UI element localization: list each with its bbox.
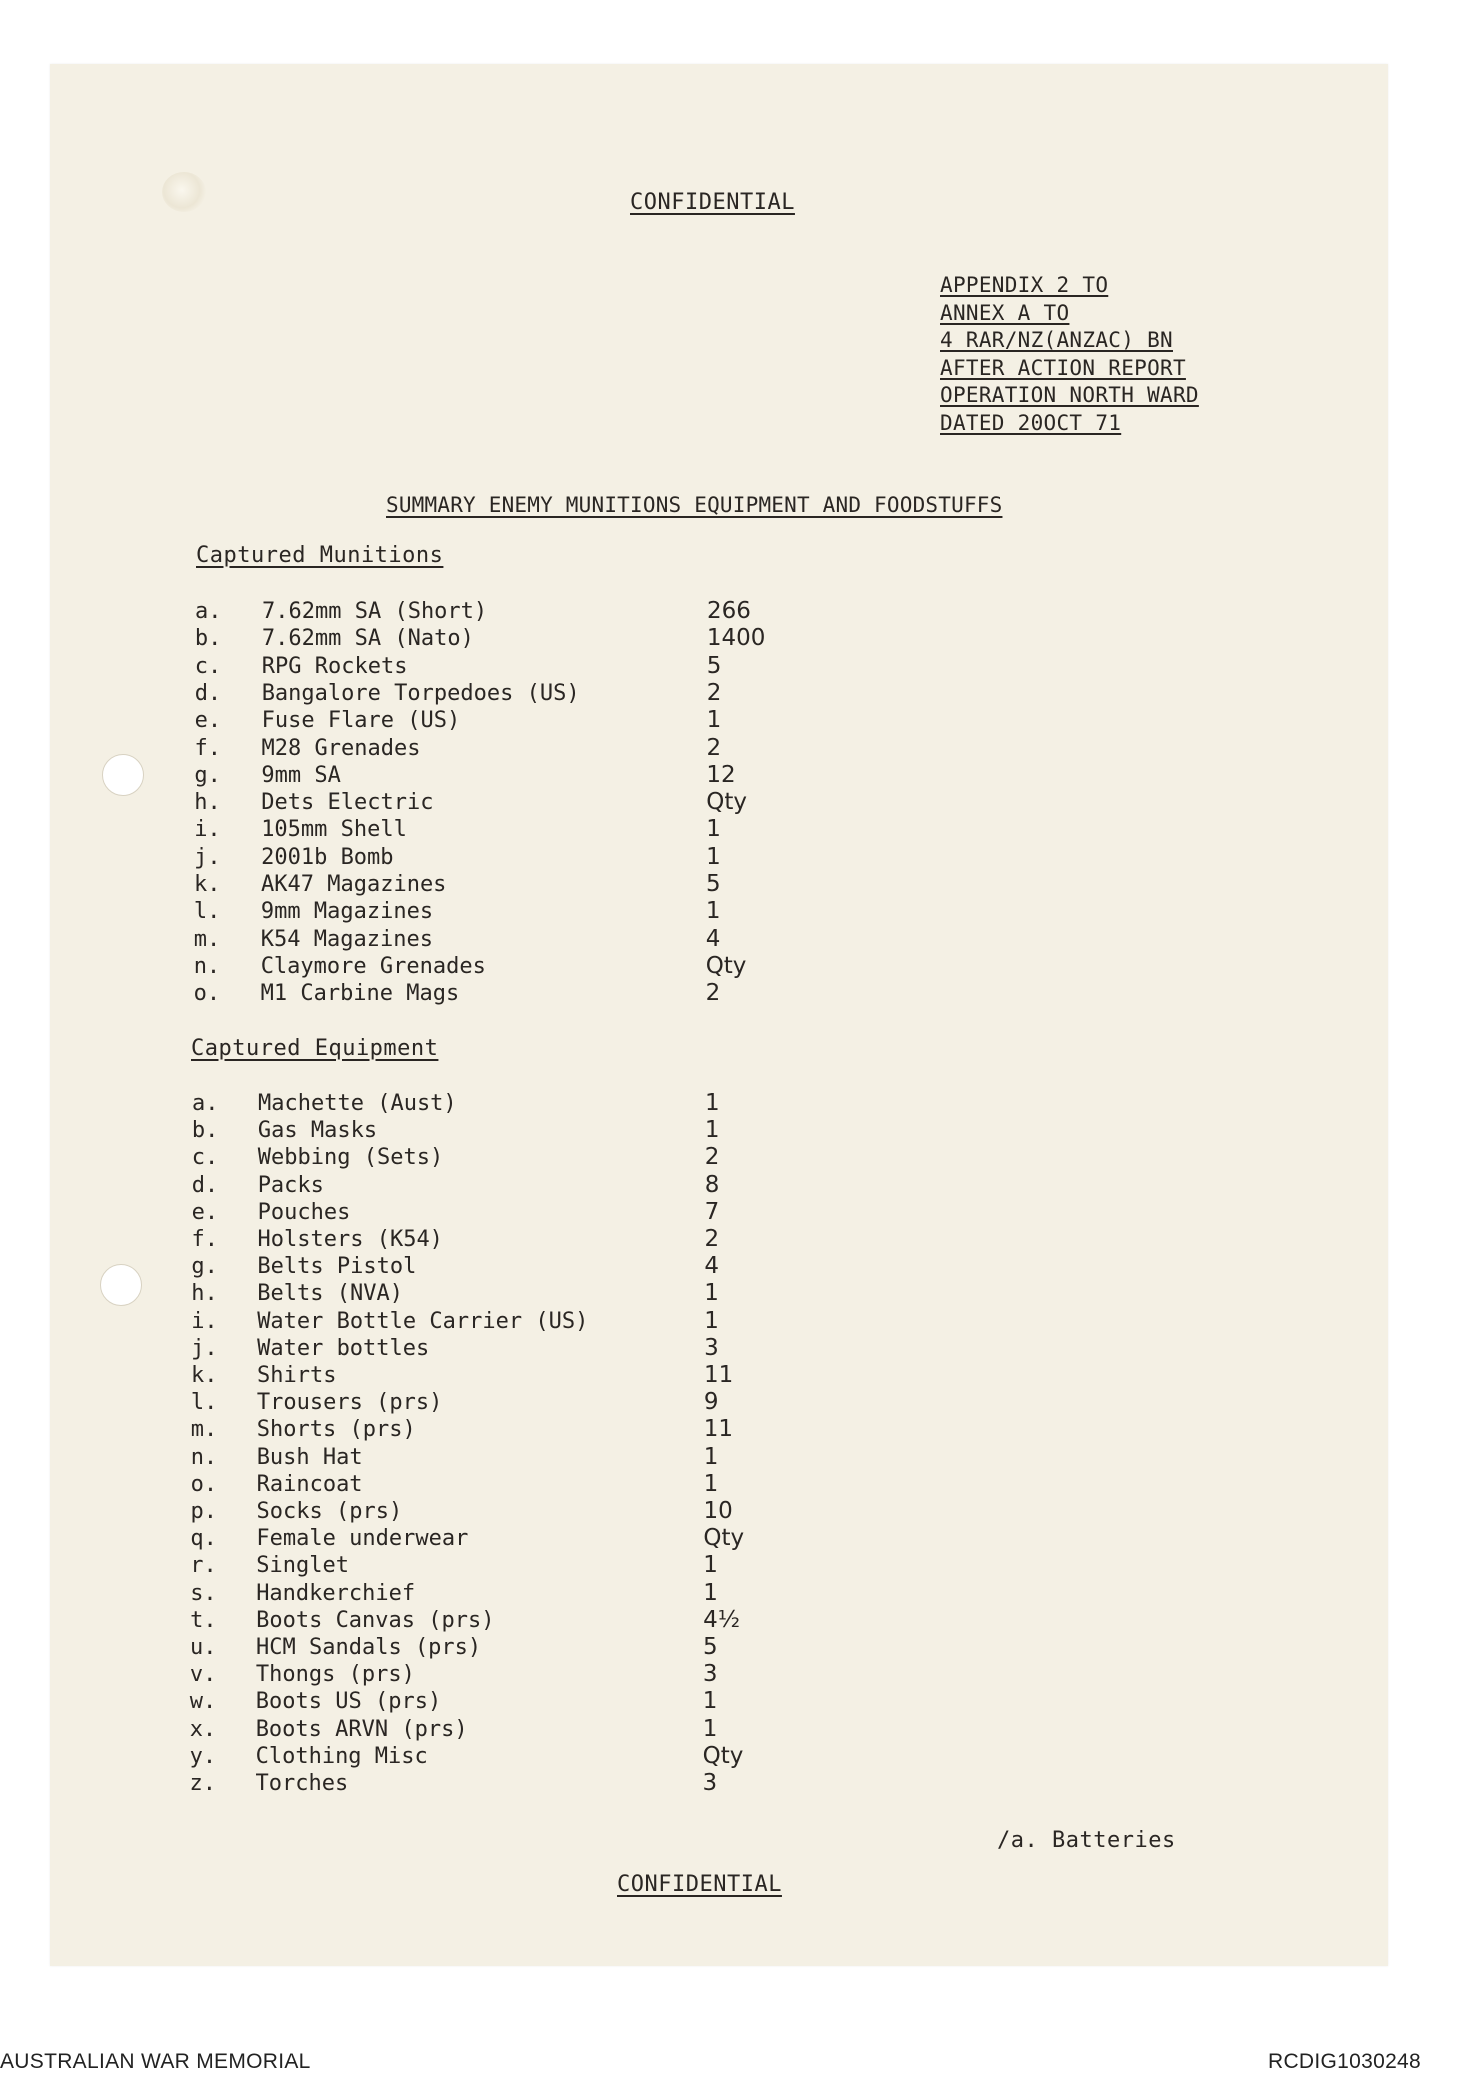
list-item [195,598,795,625]
item-name: AK47 Magazines [261,872,447,897]
item-name: Clothing Misc [255,1743,428,1769]
item-letter: s. [190,1580,217,1606]
list-item [192,1226,792,1253]
item-letter: g. [194,762,221,788]
item-quantity: 2 [706,679,722,706]
list-item [195,735,795,762]
item-quantity: 3 [704,1334,719,1361]
item-letter: t. [190,1607,217,1633]
item-letter: y. [189,1743,217,1769]
list-item [191,1498,791,1525]
item-letter: f. [194,735,221,761]
item-name: Belts Pistol [257,1254,417,1280]
item-letter: d. [191,1172,219,1198]
document-title: SUMMARY ENEMY MUNITIONS EQUIPMENT AND FOODSTUFFS [386,493,1003,517]
item-letter: n. [193,953,221,979]
item-quantity: 4 [704,1253,720,1280]
item-quantity: 1 [702,1688,718,1715]
item-letter: a. [195,599,222,624]
list-item [191,1308,791,1335]
item-quantity: 1 [703,1443,719,1470]
munitions-heading: Captured Munitions [196,543,444,568]
list-item [194,953,794,980]
item-name: HCM Sandals (prs) [256,1635,482,1660]
item-name: Pouches [257,1199,351,1225]
list-item [190,1716,790,1743]
item-name: Holsters (K54) [257,1227,443,1252]
item-name: Boots ARVN (prs) [255,1716,468,1742]
item-letter: c. [194,653,222,679]
item-quantity: 1 [704,1307,719,1334]
item-letter: h. [191,1281,218,1307]
item-quantity: 1 [706,707,722,734]
item-name: Claymore Grenades [260,953,486,979]
item-quantity: 5 [703,1634,718,1660]
item-quantity: 12 [706,761,736,788]
embossed-seal-icon [162,172,206,212]
item-name: Boots US (prs) [255,1689,442,1715]
item-quantity: 2 [704,1144,720,1171]
item-name: Raincoat [256,1471,363,1497]
item-name: 105mm Shell [261,817,407,843]
appendix-line: ANNEX A TO [940,300,1070,325]
equipment-heading: Captured Equipment [191,1036,439,1061]
item-letter: p. [190,1499,217,1524]
item-quantity: 1 [703,1552,718,1579]
list-item [190,1607,790,1634]
appendix-line: AFTER ACTION REPORT [940,355,1186,380]
item-name: Singlet [256,1553,350,1579]
list-item [194,980,794,1007]
item-name: RPG Rockets [261,653,408,679]
list-item [194,844,794,871]
item-quantity: 1 [706,843,721,870]
item-name: Webbing (Sets) [257,1145,444,1171]
item-name: Female underwear [256,1526,469,1552]
item-name: 2001b Bomb [261,844,394,870]
list-item [192,1117,792,1144]
list-item [195,707,795,734]
item-name: Dets Electric [261,790,434,816]
list-item [190,1634,790,1661]
item-name: Trousers (prs) [256,1390,443,1416]
list-item [194,926,794,953]
list-item [194,789,794,816]
item-name: Bush Hat [256,1444,363,1470]
footer-reference: RCDIG1030248 [1268,2050,1422,2073]
item-quantity: 5 [706,652,722,679]
item-letter: o. [193,981,221,1007]
item-name: M28 Grenades [261,735,421,761]
item-letter: a. [192,1091,219,1116]
classification-bottom: CONFIDENTIAL [617,1872,782,1897]
list-item [191,1335,791,1362]
item-quantity: 2 [706,734,722,761]
item-quantity: Qty [702,1742,744,1769]
item-quantity: 2 [705,980,721,1007]
item-letter: z. [189,1771,216,1796]
item-name: Shorts (prs) [256,1417,416,1443]
item-quantity: 1 [705,1090,720,1116]
item-letter: l. [190,1390,218,1416]
appendix-reference-block [940,272,1199,437]
list-item [191,1471,791,1498]
list-item [195,625,795,652]
item-quantity: 3 [702,1770,718,1796]
item-name: 9mm SA [261,762,341,788]
item-quantity: 1 [705,898,721,925]
item-quantity: 3 [702,1661,718,1688]
list-item [192,1199,792,1226]
item-quantity: 4 [705,925,721,952]
item-letter: m. [190,1417,218,1443]
classification-top: CONFIDENTIAL [630,190,795,215]
item-quantity: 4½ [703,1606,741,1633]
item-quantity: Qty [703,1525,745,1552]
item-name: Fuse Flare (US) [261,708,461,734]
item-letter: f. [191,1227,218,1252]
list-item [195,653,795,680]
item-quantity: 7 [704,1198,720,1225]
item-letter: q. [190,1526,217,1552]
item-quantity: 1 [703,1579,718,1606]
item-quantity: 11 [704,1362,734,1388]
list-item [191,1389,791,1416]
list-item [190,1525,790,1552]
list-item [190,1770,790,1797]
item-letter: m. [193,926,221,952]
list-item [190,1661,790,1688]
item-letter: c. [191,1145,219,1171]
item-letter: k. [194,872,221,897]
item-letter: x. [189,1716,217,1742]
item-quantity: 5 [706,871,721,897]
item-quantity: 9 [703,1389,719,1416]
item-quantity: 10 [703,1498,733,1524]
item-name: 7.62mm SA (Nato) [261,626,474,652]
item-letter: o. [190,1471,218,1497]
list-item [194,898,794,925]
item-letter: g. [191,1254,218,1280]
item-name: Machette (Aust) [258,1091,457,1116]
footer-source: AUSTRALIAN WAR MEMORIAL [0,2050,311,2073]
item-letter: e. [191,1199,219,1225]
item-letter: u. [190,1635,217,1660]
list-item [190,1552,790,1579]
appendix-line: DATED 20OCT 71 [940,410,1122,435]
list-item [194,816,794,843]
list-item [191,1253,791,1280]
list-item [190,1688,790,1715]
item-name: Boots Canvas (prs) [256,1607,495,1633]
appendix-line: OPERATION NORTH WARD [940,383,1199,407]
item-quantity: 1400 [706,625,766,652]
item-quantity: 11 [703,1416,734,1443]
item-name: Socks (prs) [256,1499,403,1524]
appendix-line: APPENDIX 2 TO [940,273,1109,297]
item-letter: b. [191,1118,219,1144]
item-quantity: 266 [707,598,751,624]
list-item [190,1743,790,1770]
list-item [194,762,794,789]
item-name: Water bottles [257,1335,430,1361]
item-quantity: 1 [706,816,721,843]
item-letter: v. [189,1662,217,1688]
item-letter: j. [191,1335,218,1361]
item-quantity: 1 [704,1280,719,1307]
item-name: K54 Magazines [260,926,433,952]
item-name: Packs [257,1172,324,1198]
list-item [191,1444,791,1471]
list-item [190,1580,790,1607]
list-item [194,871,794,898]
item-letter: n. [190,1444,218,1470]
item-quantity: 1 [702,1715,718,1742]
list-item [192,1144,792,1171]
list-item [191,1416,791,1443]
item-letter: j. [194,844,221,870]
item-name: M1 Carbine Mags [260,981,460,1007]
item-quantity: 8 [704,1171,720,1198]
item-name: Handkerchief [256,1580,416,1606]
item-name: 9mm Magazines [260,899,434,925]
item-name: Water Bottle Carrier (US) [257,1308,589,1334]
item-letter: k. [191,1363,218,1388]
item-name: Belts (NVA) [257,1281,403,1307]
item-letter: l. [193,899,221,925]
punch-hole-top [102,754,144,796]
item-letter: b. [194,626,222,652]
list-item [192,1172,792,1199]
item-quantity: Qty [706,789,748,816]
item-letter: w. [189,1689,217,1715]
item-letter: d. [194,680,222,706]
item-quantity: 1 [704,1117,720,1144]
item-quantity: Qty [705,952,747,979]
list-item [191,1362,791,1389]
punch-hole-bottom [100,1264,142,1306]
item-quantity: 1 [703,1470,719,1497]
item-name: Gas Masks [257,1118,378,1144]
item-name: Torches [255,1771,349,1796]
appendix-line: 4 RAR/NZ(ANZAC) BN [940,328,1173,352]
item-name: Thongs (prs) [255,1662,415,1688]
continuation-note: /a. Batteries [997,1828,1176,1853]
item-name: 7.62mm SA (Short) [262,599,488,624]
list-item [192,1090,792,1117]
item-quantity: 2 [704,1226,720,1252]
list-item [191,1280,791,1307]
item-letter: r. [190,1553,217,1579]
item-name: Shirts [257,1363,337,1388]
item-letter: h. [194,790,221,816]
item-name: Bangalore Torpedoes (US) [261,680,580,706]
item-letter: e. [194,708,222,734]
item-letter: i. [194,817,221,843]
list-item [195,680,795,707]
item-letter: i. [191,1308,218,1334]
